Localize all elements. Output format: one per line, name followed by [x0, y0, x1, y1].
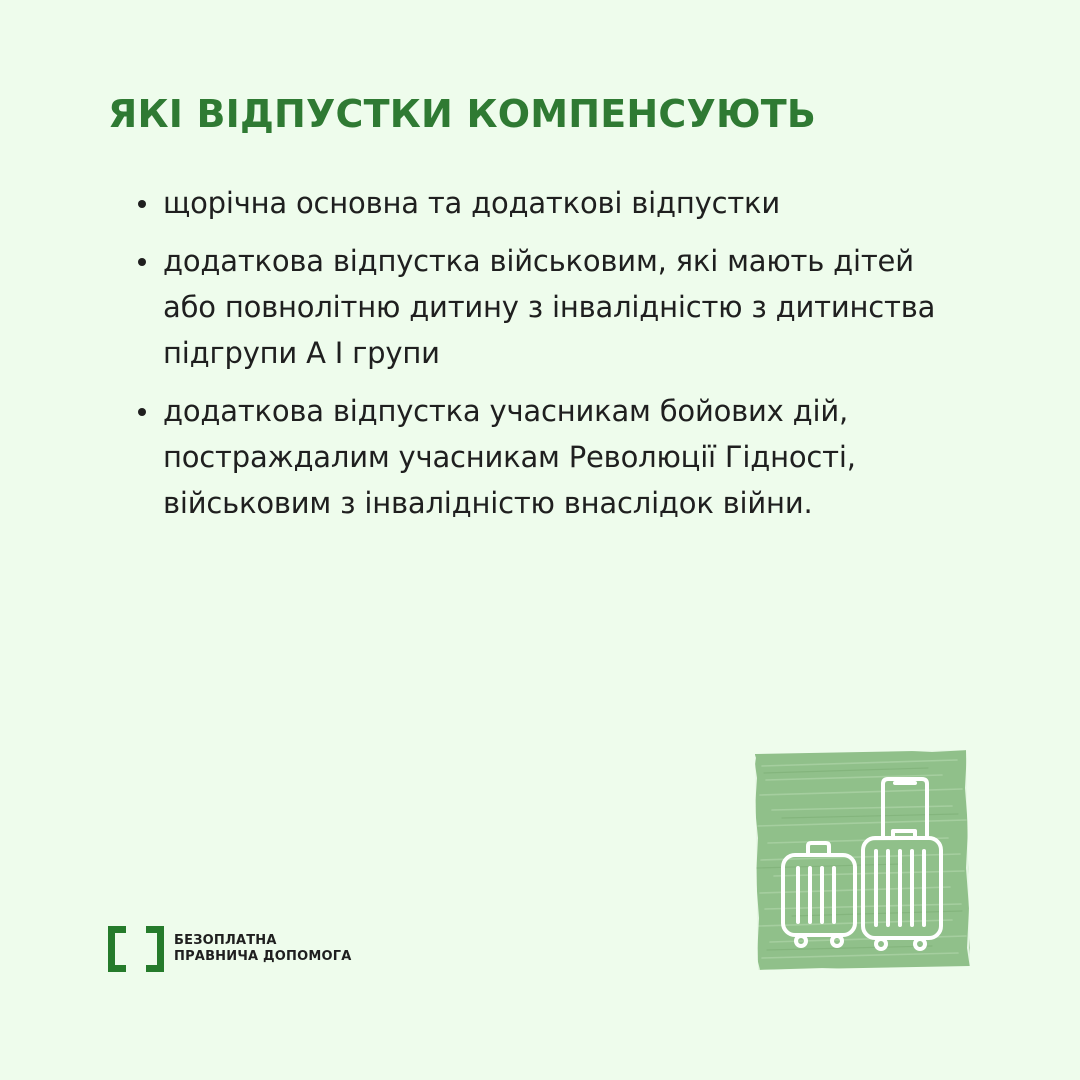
- list-item: [138, 388, 998, 526]
- list-item-text: [163, 388, 998, 526]
- bullet-dot-icon: [138, 258, 146, 266]
- page-title: ЯКІ ВІДПУСТКИ КОМПЕНСУЮТЬ: [108, 92, 817, 136]
- list-item-line: додаткова відпустка військовим, які мають дітей: [163, 244, 914, 278]
- list-item: [138, 238, 998, 376]
- right-bracket-icon: [146, 926, 164, 972]
- bullet-dot-icon: [138, 408, 146, 416]
- luggage-icon: [752, 748, 972, 972]
- list-item: [138, 180, 998, 226]
- list-item-line: додаткова відпустка учасникам бойових дій,: [163, 394, 849, 428]
- list-item-line: або повнолітню дитину з інвалідністю з дитинства: [163, 290, 936, 324]
- brand-logo: [108, 926, 378, 974]
- luggage-illustration: [752, 748, 972, 972]
- logo-line-2: ПРАВНИЧА ДОПОМОГА: [174, 949, 352, 964]
- left-bracket-icon: [108, 926, 126, 972]
- list-item-line: постраждалим учасникам Революції Гідності,: [163, 440, 856, 474]
- list-item-line: підгрупи А І групи: [163, 336, 440, 370]
- list-item-line: військовим з інвалідністю внаслідок війни.: [163, 486, 813, 520]
- list-item-text: [163, 180, 998, 226]
- leave-types-list: [138, 180, 998, 538]
- bullet-dot-icon: [138, 200, 146, 208]
- list-item-text: [163, 238, 998, 376]
- list-item-line: щорічна основна та додаткові відпустки: [163, 186, 780, 220]
- logo-line-1: БЕЗОПЛАТНА: [174, 933, 277, 948]
- logo-text: [174, 933, 352, 965]
